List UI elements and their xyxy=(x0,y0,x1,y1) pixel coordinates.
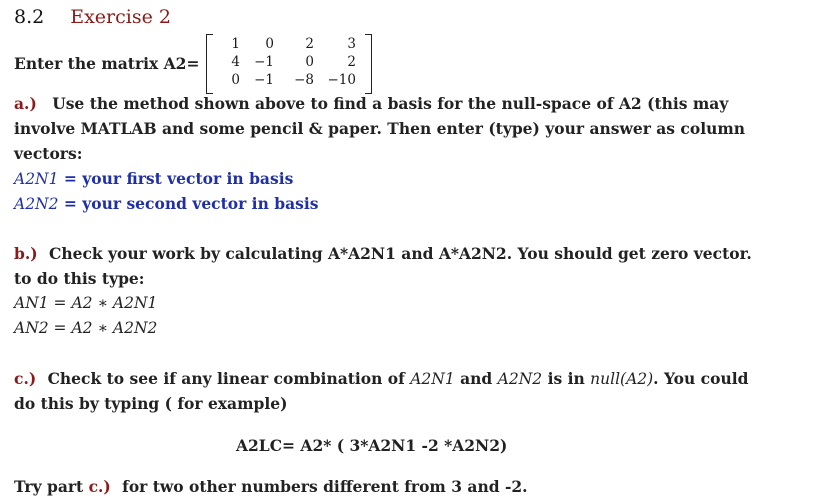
vector-1-description: = your first vector in basis xyxy=(63,169,294,188)
part-a-label: a.) xyxy=(14,94,37,113)
matrix-cell: 2 xyxy=(347,54,356,70)
matrix-cell: 4 xyxy=(231,54,240,70)
vector-1-line xyxy=(14,169,293,188)
matrix-cell: −1 xyxy=(254,72,274,88)
matrix-cell: −10 xyxy=(327,72,356,88)
matrix-cell: 2 xyxy=(305,36,314,52)
part-b-equation-2: AN2 = A2 ∗ A2N2 xyxy=(14,319,158,337)
part-a-text-3: vectors: xyxy=(14,144,83,163)
part-a-text-2: involve MATLAB and some pencil & paper. Then enter (type) your answer as column xyxy=(14,119,746,138)
part-c-text-1c: and xyxy=(460,369,493,388)
matrix-table xyxy=(216,35,356,89)
part-b-text-2: to do this type: xyxy=(14,269,145,288)
part-c-label: c.) xyxy=(14,369,37,388)
matrix-row xyxy=(216,53,356,71)
part-c-text-1e: is in xyxy=(547,369,585,388)
part-a-line-1 xyxy=(14,94,728,113)
matrix-right-bracket xyxy=(365,34,372,94)
vector-1-name: A2N1 xyxy=(14,170,59,188)
matrix-row xyxy=(216,35,356,53)
part-c-line-1 xyxy=(14,369,748,388)
vector-2-name: A2N2 xyxy=(14,195,59,213)
matrix-cell: 0 xyxy=(265,36,274,52)
part-c-text-2: do this by typing ( for example) xyxy=(14,394,288,413)
footer-line xyxy=(14,477,528,496)
matrix-row xyxy=(216,71,356,89)
matrix-cell: −8 xyxy=(294,72,314,88)
matrix-label: Enter the matrix A2= xyxy=(14,54,200,73)
part-c-vector-2: A2N2 xyxy=(497,370,543,388)
part-b-equation-1: AN1 = A2 ∗ A2N1 xyxy=(14,294,158,312)
part-c-command: A2LC= A2* ( 3*A2N1 -2 *A2N2) xyxy=(236,436,508,455)
part-b-label: b.) xyxy=(14,244,38,263)
part-c-text-1g: . You could xyxy=(653,369,749,388)
section-number: 8.2 xyxy=(14,6,45,28)
part-b-line-1 xyxy=(14,244,752,263)
vector-2-line xyxy=(14,194,318,213)
matrix-cell: 3 xyxy=(347,36,356,52)
footer-text-2: for two other numbers different from 3 and -2. xyxy=(122,477,528,496)
part-a-text-1: Use the method shown above to find a basis for the null-space of A2 (this may xyxy=(52,94,729,113)
matrix-cell: 1 xyxy=(231,36,240,52)
part-c-null-space: null(A2) xyxy=(590,370,654,388)
matrix-cell: 0 xyxy=(305,54,314,70)
part-b-text-1: Check your work by calculating A*A2N1 and A*A2N2. You should get zero vector. xyxy=(48,244,752,263)
vector-2-description: = your second vector in basis xyxy=(63,194,319,213)
matrix-cell: −1 xyxy=(254,54,274,70)
footer-text-1: Try part xyxy=(14,477,84,496)
footer-label: c.) xyxy=(88,477,111,496)
part-c-text-1a: Check to see if any linear combination of xyxy=(47,369,405,388)
matrix-left-bracket xyxy=(206,34,213,94)
section-title: Exercise 2 xyxy=(70,6,171,28)
matrix-cell: 0 xyxy=(231,72,240,88)
section-heading xyxy=(14,6,171,28)
part-c-vector-1: A2N1 xyxy=(410,370,455,388)
matrix-A2 xyxy=(206,34,372,92)
